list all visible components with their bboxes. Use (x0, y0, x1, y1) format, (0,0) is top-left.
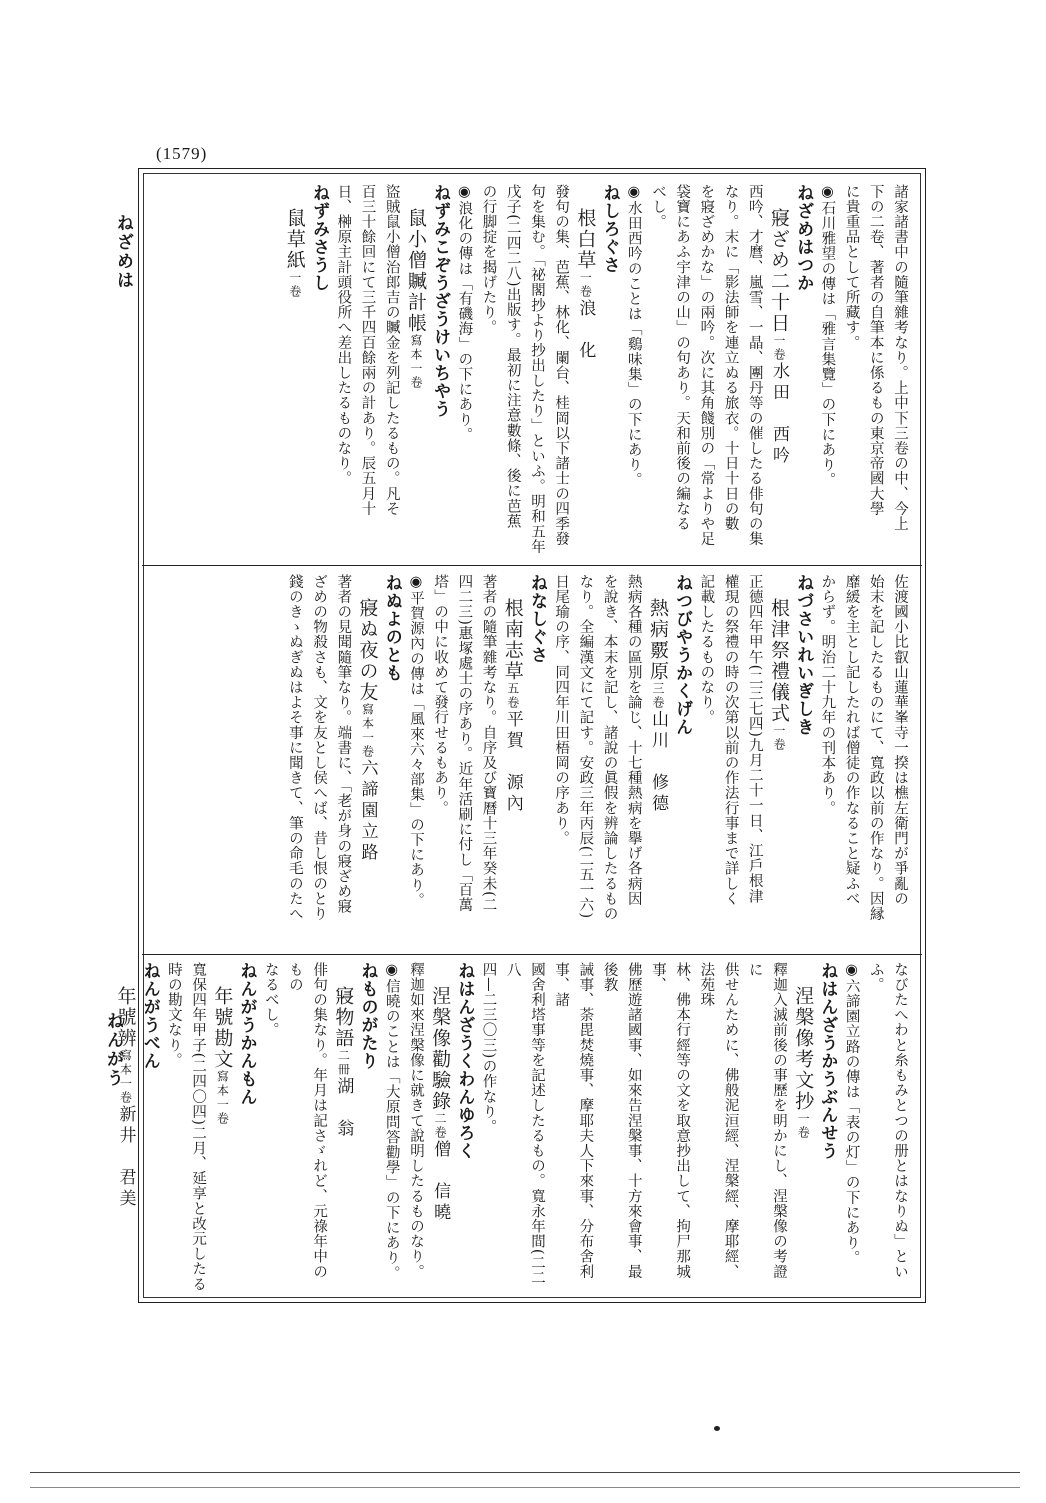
entry-volume: 一卷 (578, 271, 593, 299)
entry-reading: ねなしぐさ (526, 574, 547, 664)
tier-3 (114, 962, 912, 1294)
entry-text-line: なり。全編漢文にて記す。安政三年丙辰(二五一六) (577, 574, 594, 919)
entry-title: 根津祭禮儀式 (767, 598, 790, 724)
entry-title-line (283, 184, 307, 558)
entry-text-line: 著者の見聞隨筆なり。端書に、「老が身の寢ざめ寢 (335, 574, 352, 915)
entry-title-line (113, 962, 137, 1294)
entry-reading: ねはんざうかうぶんせう (817, 962, 838, 1160)
entry-reading: ねぬよのとも (381, 574, 402, 682)
tier-divider-2 (142, 954, 922, 955)
entry-text-line: 諸家諸書中の隨筆雜考なり。上中下三卷の中、今上 (892, 184, 908, 532)
entry-title: 年號勘文 (211, 986, 234, 1070)
entry-text-line: 句を集む。「祕閣抄より抄出したり」といふ。明和五年 (528, 184, 545, 555)
entry-text-line: 誡事、荼毘焚燒事、摩耶夫人下來事、分布舍利事、諸 (553, 962, 594, 1280)
entry-author: 湖 翁 (333, 1077, 354, 1140)
entry-title-line (573, 184, 597, 558)
entry-text-line: 佐渡國小比叡山蓮華峯寺一揆は樵左衛門が爭亂の (892, 574, 908, 907)
entry-title: 寢ざめ二十日 (767, 208, 790, 334)
guide-word-left: ねんがう (103, 1012, 123, 1088)
cross-reference-note: ◉信曉のことは「大原問答勸學」の下にあり。 (383, 962, 400, 1281)
entry-text-line: 袋寶にあふ宇津の山」の句あり。天和前後の編なる (674, 184, 691, 532)
entry-text-line: 四二三)惠塚處士の序あり。近年活刷に付し「百萬 (456, 574, 473, 913)
entry-text-line: 戊子(二四二八)出版す。最初に注意數條、後に芭蕉 (504, 184, 521, 529)
entry-title-line (355, 574, 379, 946)
entry-reading: ねんがうかんもん (236, 962, 257, 1106)
entry-volume: 二冊 (336, 1049, 351, 1077)
entry-author: 六諦園立路 (357, 759, 378, 864)
entry-volume: 寫本一卷 (360, 703, 375, 759)
cross-reference-note: ◉浪化の傳は「有磯海」の下にあり。 (456, 184, 473, 443)
entry-text-line: 靡緩を主とし記したれば僧徒の作なること疑ふべ (843, 574, 860, 907)
entry-volume: 寫本一卷 (215, 1070, 230, 1126)
entry-text-line: 國舍利塔事等を記述したるもの。寬永年間(二二八 (504, 962, 545, 1286)
entry-title-line (767, 184, 791, 558)
entry-text-line: 盜賊鼠小僧治郎吉の贓金を列記したるもの。凡そ (383, 184, 400, 517)
entry-text-line: 發句の集、芭蕉、林化、闌台、桂岡以下諸士の四季發 (553, 184, 570, 547)
entry-text-line: 釋迦入滅前後の事歷を明かにし、涅槃像の考證に (746, 962, 787, 1280)
entry-author: 僧 信曉 (430, 1140, 451, 1224)
entry-text-line: を說き、本末を記し、諸說の眞假を辨論したるもの (601, 574, 618, 922)
entry-text-line: 熱病各種の區別を論じ、十七種熱病を擧げ各病因 (625, 574, 642, 907)
entry-text-line: 俳句の集なり。年月は記さゞれど、元祿年中のもの (286, 962, 328, 1280)
entry-volume: 一卷 (796, 1112, 811, 1140)
cross-reference-note: ◉平賀源內の傳は「風來六々部集」の下にあり。 (407, 574, 424, 908)
entry-text-line: 百三十餘回にて三千四百餘兩の計あり。辰五月十 (359, 184, 376, 517)
entry-title-line (791, 962, 815, 1294)
entry-author: 新井 君美 (115, 1105, 136, 1210)
entry-text-line: ざめの物殺さも、文を友とし侯へば、昔し恨のとり (311, 574, 328, 922)
entry-author: 浪 化 (575, 299, 596, 362)
entry-volume: 三卷 (650, 682, 665, 710)
entry-text-line: べし。 (649, 184, 666, 230)
entry-title-line (501, 574, 525, 946)
footer-rule-lower (30, 1487, 1020, 1488)
tier-2 (150, 574, 912, 946)
entry-volume: 寫本一卷 (408, 334, 423, 390)
entry-reading: ねつびやうかくげん (672, 574, 693, 736)
entry-text-line: を寢ざめかな」の兩吟。次に其角餞別の「常よりや足 (698, 184, 715, 547)
entry-author: 山川 修德 (647, 710, 668, 815)
entry-title-line (404, 184, 428, 558)
entry-title: 寢ぬ夜の友 (356, 598, 379, 703)
entry-volume: 一卷 (771, 724, 786, 752)
cross-reference-note: ◉六諦園立路の傳は「表の灯」の下にあり。 (843, 962, 860, 1266)
entry-text-line: 正德四年甲午(二三七四)九月二十一日、江戶根津 (746, 574, 763, 904)
entry-reading: ねしろぐさ (599, 184, 620, 274)
entry-text-line: 時の勘文なり。 (165, 962, 182, 1068)
entry-text-line: からず。明治二十九年の刊本あり。 (819, 574, 836, 816)
entry-title-line (767, 574, 791, 946)
entry-text-line: に貴重品として所藏す。 (843, 184, 860, 351)
entry-title: 鼠小僧贓計帳 (404, 208, 427, 334)
entry-text-line: 記載したるものなり。 (698, 574, 715, 725)
entry-text-line: 日尾瑜の序、同四年川田梧岡の序あり。 (553, 574, 570, 846)
entry-volume: 一卷 (771, 334, 786, 362)
entry-title: 熱病覈原 (646, 598, 669, 682)
entry-title-line (428, 962, 452, 1294)
entry-reading: ねずみこぞうざうけいちやう (430, 184, 451, 418)
entry-text-line: 四—二三〇三)の作なり。 (480, 962, 497, 1135)
entry-title: 根南志草 (501, 598, 524, 682)
entry-reading: ねんがうべん (139, 962, 160, 1070)
entry-title-line (646, 574, 670, 946)
guide-word-right: ねざめは (113, 214, 133, 290)
ink-speck (714, 1426, 720, 1431)
entry-text-line: 寬保四年甲子(二四〇四)二月、延享と改元したる (190, 962, 207, 1292)
page-number: (1579) (156, 144, 208, 163)
entry-title: 涅槃像考文抄 (792, 986, 815, 1112)
entry-text-line: 權現の祭禮の時の次第以前の作法行事まで詳しく (722, 574, 739, 907)
entry-text-line: 下の二卷、著者の自筆本に係るもの東京帝國大學 (867, 184, 884, 517)
cross-reference-note: ◉石川雅望の傳は「雅言集覽」の下にあり。 (819, 184, 836, 488)
entry-title: 鼠草紙 (283, 208, 306, 271)
entry-text-line: 塔」の中に收めて發行せるもあり。 (432, 574, 449, 816)
entry-volume: 一卷 (287, 271, 302, 299)
entry-text-line: なり。末に「影法師を連立ぬる旅衣。十日十日の數 (722, 184, 739, 532)
entry-text-line: 西吟、才麿、嵐雪、一晶、團丹等の催したる俳句の集 (746, 184, 763, 547)
entry-text-line: 佛歷遊諸國事、如來告涅槃事、十方來會事、最後教 (601, 962, 642, 1280)
entry-reading: ねものがたり (357, 962, 378, 1070)
entry-volume: 寫本一卷 (118, 1049, 133, 1105)
entry-author: 平賀 源內 (502, 710, 523, 815)
tier-1 (150, 184, 912, 558)
entry-reading: ねざめはつか (793, 184, 814, 292)
entry-title: 寢物語 (332, 986, 355, 1049)
entry-text-line: なるべし。 (262, 962, 279, 1038)
entry-text-line: なびたへわと糸もみとつの册とはなりぬ」といふ。 (867, 962, 908, 1280)
entry-title: 年號辨 (114, 986, 137, 1049)
entry-text-line: 供せんために、佛般泥洹經、涅槃經、摩耶經、法苑珠 (698, 962, 739, 1280)
tier-divider-1 (142, 565, 922, 566)
entry-text-line: 始末を記したるものにて、寬政以前の作なり。因縁 (867, 574, 884, 922)
entry-title-line (331, 962, 355, 1294)
entry-text-line: 釋迦如來涅槃像に就きて說明したるものなり。 (407, 962, 424, 1280)
entry-title: 根白草 (574, 208, 597, 271)
entry-title: 涅槃像勸驗錄 (429, 986, 452, 1112)
entry-reading: ねずみさうし (309, 184, 330, 292)
entry-text-line: 錢のきゝぬぎぬはよそ事に聞きて、筆の命毛のたへ (286, 574, 303, 922)
entry-author: 水田 西吟 (768, 362, 789, 467)
entry-reading: ねづさいれいぎしき (793, 574, 814, 736)
entry-text-line: 日、榊原主計頭役所へ差出したるものなり。 (335, 184, 352, 486)
entry-volume: 五卷 (505, 682, 520, 710)
cross-reference-note: ◉水田西吟のことは「鷄味集」の下にあり。 (625, 184, 642, 488)
entry-reading: ねはんざうくわんゆろく (454, 962, 475, 1160)
footer-rule (30, 1472, 1020, 1473)
entry-volume: 二卷 (433, 1112, 448, 1140)
entry-title-line (210, 962, 234, 1294)
entry-text-line: 著者の隨筆雜考なり。自序及び寶曆十三年癸未(二 (480, 574, 497, 913)
entry-text-line: 林、佛本行經等の文を取意抄出して、拘尸那城事、 (649, 962, 691, 1280)
entry-text-line: の行脚掟を揭げたり。 (480, 184, 497, 335)
